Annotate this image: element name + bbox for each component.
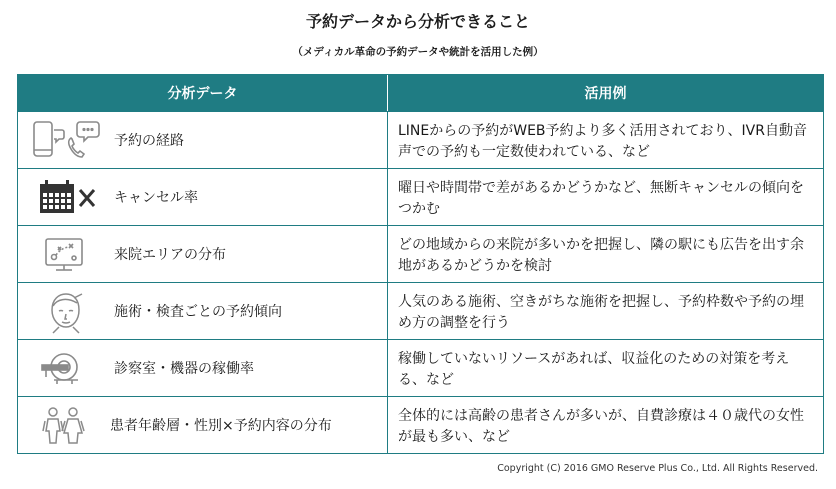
table-row: [18, 396, 823, 453]
phone-chat-icon: [18, 112, 114, 168]
row-label: キャンセル率: [114, 190, 198, 206]
patients-icon: [18, 397, 110, 453]
row-example: 曜日や時間帯で差があるかどうかなど、無断キャンセルの傾向をつかむ: [398, 180, 804, 217]
row-label: 予約の経路: [114, 133, 184, 149]
row-example: どの地域からの来院が多いかを把握し、隣の駅にも広告を出す余地があるかどうかを検討: [398, 237, 804, 274]
area-map-icon: [18, 226, 114, 282]
face-treatment-icon: [18, 283, 114, 339]
calendar-cancel-icon: [18, 169, 114, 225]
row-label: 来院エリアの分布: [114, 247, 226, 263]
table-row: [18, 339, 823, 396]
table-row: [18, 225, 823, 282]
table-row: [18, 282, 823, 339]
table-header: [18, 75, 823, 111]
row-label: 診察室・機器の稼働率: [114, 361, 254, 377]
table-row: [18, 111, 823, 168]
row-label: 患者年齢層・性別×予約内容の分布: [110, 418, 332, 434]
header-usage-example: 活用例: [584, 86, 627, 102]
row-example: 人気のある施術、空きがちな施術を把握し、予約枠数や予約の埋め方の調整を行う: [398, 294, 804, 331]
mri-machine-icon: [18, 340, 114, 396]
page-subtitle: （メディカル革命の予約データや統計を活用した例）: [292, 46, 544, 58]
page-title: 予約データから分析できること: [305, 12, 530, 31]
row-example: 稼働していないリソースがあれば、収益化のための対策を考える、など: [398, 351, 790, 388]
row-example: 全体的には高齢の患者さんが多いが、自費診療は４０歳代の女性が最も多い、など: [398, 408, 804, 445]
analysis-table: [17, 74, 824, 454]
row-label: 施術・検査ごとの予約傾向: [114, 304, 282, 320]
header-analysis-data: 分析データ: [18, 75, 388, 111]
row-example: LINEからの予約がWEB予約より多く活用されており、IVR自動音声での予約も一定数使われている、など: [398, 123, 807, 160]
table-row: [18, 168, 823, 225]
copyright-notice: Copyright (C) 2016 GMO Reserve Plus Co., Ltd. All Rights Reserved.: [497, 463, 818, 474]
